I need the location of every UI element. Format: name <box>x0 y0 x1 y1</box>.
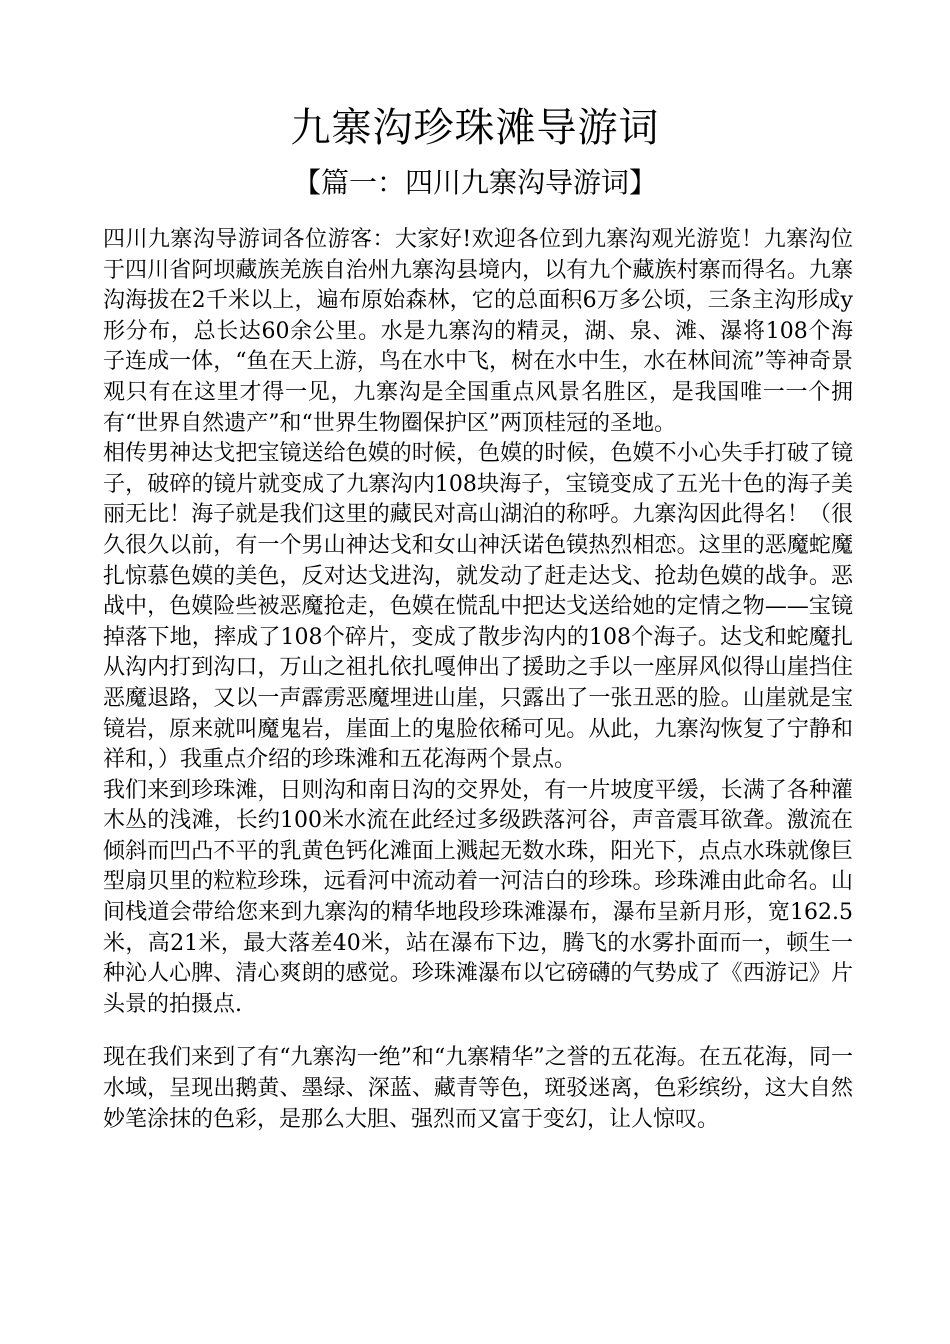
document-subtitle: 【篇一：四川九寨沟导游词】 <box>292 166 657 199</box>
document-body <box>103 225 853 1135</box>
paragraph-intro: 四川九寨沟导游词各位游客：大家好!欢迎各位到九寨沟观光游览！九寨沟位于四川省阿坝藏族羌族自治州九寨沟县境内，以有九个藏族村寨而得名。九寨沟海拔在2千米以上，遍布原始森林，它的总面积6万多公顷，三条主沟形成y形分布，总长达60余公里。水是九寨沟的精灵，湖、泉、滩、瀑将108个海子连成一体，“鱼在天上游，鸟在水中飞，树在水中生，水在林间流”等神奇景观只有在这里才得一见，九寨沟是全国重点风景名胜区，是我国唯一一个拥有“世界自然遗产”和“世界生物圈保护区”两顶桂冠的圣地。 <box>103 227 853 436</box>
paragraph-legend: 相传男神达戈把宝镜送给色嫫的时候，色嫫的时候，色嫫不小心失手打破了镜子，破碎的镜片就变成了九寨沟内108块海子，宝镜变成了五光十色的海子美丽无比！海子就是我们这里的藏民对高山湖泊的称呼。九寨沟因此得名！（很久很久以前，有一个男山神达戈和女山神沃诺色镆热烈相恋。这里的恶魔蛇魔扎惊慕色嫫的美色，反对达戈进沟，就发动了赶走达戈、抢劫色嫫的战争。恶战中，色嫫险些被恶魔抢走，色嫫在慌乱中把达戈送给她的定情之物——宝镜掉落下地，摔成了108个碎片，变成了散步沟内的108个海子。达戈和蛇魔扎从沟内打到沟口，万山之祖扎依扎嘎伸出了援助之手以一座屏风似得山崖挡住恶魔退路，又以一声霹雳恶魔埋进山崖，只露出了一张丑恶的脸。山崖就是宝镜岩，原来就叫魔鬼岩，崖面上的鬼脸依稀可见。从此，九寨沟恢复了宁静和祥和，）我重点介绍的珍珠滩和五花海两个景点。 <box>103 441 853 773</box>
paragraph-pearl-shoal: 我们来到珍珠滩，日则沟和南日沟的交界处，有一片坡度平缓，长满了各种灌木丛的浅滩，长约100米水流在此经过多级跌落河谷，声音震耳欲聋。激流在倾斜而凹凸不平的乳黄色钙化滩面上溅起无数水珠，阳光下，点点水珠就像巨型扇贝里的粒粒珍珠，远看河中流动着一河洁白的珍珠。珍珠滩由此命名。山间栈道会带给您来到九寨沟的精华地段珍珠滩瀑布，瀑布呈新月形，宽162.5米，高21米，最大落差40米，站在瀑布下边，腾飞的水雾扑面而一，顿生一种沁人心脾、清心爽朗的感觉。珍珠滩瀑布以它磅礴的气势成了《西游记》片头景的拍摄点. <box>103 777 853 1017</box>
paragraph-five-flower-lake: 现在我们来到了有“九寨沟一绝”和“九寨精华”之誉的五花海。在五花海，同一水域，呈现出鹅黄、墨绿、深蓝、藏青等色，斑驳迷离，色彩缤纷，这大自然妙笔涂抹的色彩，是那么大胆、强烈而又富于变幻，让人惊叹。 <box>103 1045 853 1132</box>
document-title: 九寨沟珍珠滩导游词 <box>290 105 660 151</box>
